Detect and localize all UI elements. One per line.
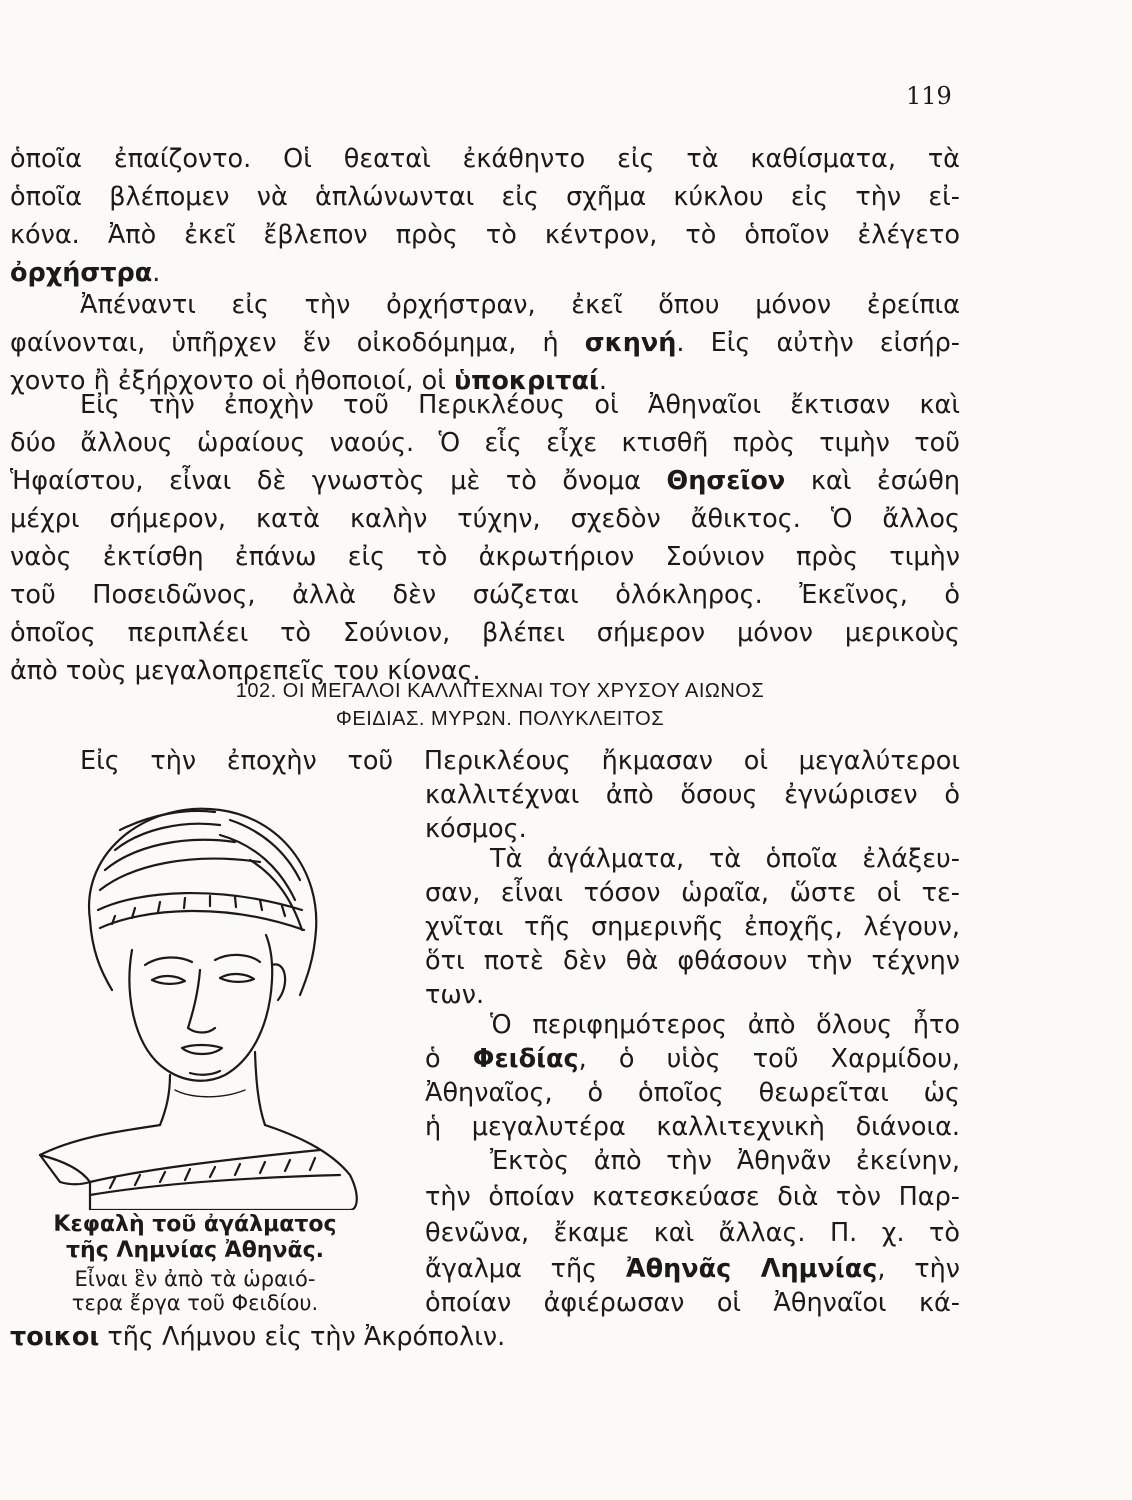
text-segment: χοντο ἢ ἐξήρχοντο οἱ ἠθοποιοί, οἱ	[10, 366, 446, 396]
text-line: καλλιτέχναι ἀπὸ ὅσους ἐγνώρισεν ὁ	[425, 780, 960, 810]
text-line: ἡ μεγαλυτέρα καλλιτεχνικὴ διάνοια.	[425, 1112, 960, 1142]
text-line: ἀπὸ τοὺς μεγαλοπρεπεῖς του κίονας.	[10, 656, 481, 686]
text-line	[425, 1040, 960, 1078]
text-line: δύο ἄλλους ὡραίους ναούς. Ὁ εἷς εἶχε κτισθῆ πρὸς τιμὴν τοῦ	[10, 428, 960, 458]
figure-caption-title: τῆς Λημνίας Ἀθηνᾶς.	[66, 1238, 324, 1263]
text-line: θενῶνα, ἔκαμε καὶ ἄλλας. Π. χ. τὸ	[425, 1218, 960, 1248]
text-line: σαν, εἶναι τόσον ὡραῖα, ὥστε οἱ τε-	[425, 878, 960, 908]
text-segment: τοικοι	[10, 1322, 100, 1352]
figure-caption-title: Κεφαλὴ τοῦ ἀγάλματος	[53, 1212, 337, 1237]
athena-lemnia-bust-icon	[20, 790, 380, 1210]
text-segment: Ἡφαίστου, εἶναι δὲ γνωστὸς μὲ τὸ ὄνομα	[10, 466, 641, 496]
text-segment: φαίνονται, ὑπῆρχεν ἕν οἰκοδόμημα, ἡ	[10, 328, 559, 358]
text-line: χνῖται τῆς σημερινῆς ἐποχῆς, λέγουν,	[425, 912, 960, 942]
punct: .	[152, 258, 161, 288]
text-segment: . Εἰς αὐτὴν εἰσήρ-	[676, 328, 960, 358]
text-segment: καὶ ἐσώθη	[810, 466, 961, 496]
figure-caption-text: τερα ἔργα τοῦ Φειδίου.	[71, 1291, 319, 1315]
term-theseion: Θησεῖον	[666, 466, 786, 496]
text-line: ὁποῖα ἐπαίζοντο. Οἱ θεαταὶ ἐκάθηντο εἰς τὰ καθίσματα, τὰ	[10, 144, 960, 174]
text-segment: τῆς Λήμνου εἰς τὴν Ἀκρόπολιν.	[107, 1322, 506, 1352]
figure-caption-text: Εἶναι ἓν ἀπὸ τὰ ὡραιό-	[74, 1267, 316, 1291]
text-line: Τὰ ἀγάλματα, τὰ ὁποῖα ἐλάξευ-	[490, 844, 960, 874]
text-line: μέχρι σήμερον, κατὰ καλὴν τύχην, σχεδὸν ἄθικτος. Ὁ ἄλλος	[10, 504, 960, 534]
section-heading: 102. ΟΙ ΜΕΓΑΛΟΙ ΚΑΛΛΙΤΕΧΝΑΙ ΤΟΥ ΧΡΥΣΟΥ ΑΙΩΝΟΣ	[235, 680, 765, 702]
text-line: ναὸς ἐκτίσθη ἐπάνω εἰς τὸ ἀκρωτήριον Σούνιον πρὸς τιμὴν	[10, 542, 960, 572]
text-line	[10, 324, 960, 362]
text-line: Εἰς τὴν ἐποχὴν τοῦ Περικλέους ἤκμασαν οἱ μεγαλύτεροι	[80, 746, 960, 776]
text-line	[10, 1318, 960, 1356]
text-line	[425, 1250, 960, 1288]
text-line: κόσμος.	[425, 814, 527, 844]
section-subheading: ΦΕΙΔΙΑΣ. ΜΥΡΩΝ. ΠΟΛΥΚΛΕΙΤΟΣ	[335, 708, 665, 730]
term-orchestra: ὀρχήστρα	[10, 258, 153, 288]
text-line: Ἀπέναντι εἰς τὴν ὀρχήστραν, ἐκεῖ ὅπου μόνον ἐρείπια	[80, 290, 960, 320]
term-pheidias: Φειδίας	[472, 1044, 579, 1074]
text-line: ὅτι ποτὲ δὲν θὰ φθάσουν τὴν τέχνην	[425, 946, 960, 976]
text-line: Εἰς τὴν ἐποχὴν τοῦ Περικλέους οἱ Ἀθηναῖοι ἔκτισαν καὶ	[80, 390, 960, 420]
text-line: ὁποῖα βλέπομεν νὰ ἁπλώνωνται εἰς σχῆμα κύκλου εἰς τὴν εἰ-	[10, 182, 960, 212]
term-skene: σκηνή	[584, 328, 677, 358]
text-line: των.	[425, 980, 485, 1010]
text-segment: .	[598, 366, 608, 396]
text-line: Ὁ περιφημότερος ἀπὸ ὅλους ἦτο	[490, 1010, 960, 1040]
text-segment: ὁ	[425, 1044, 441, 1074]
text-line: Ἀθηναῖος, ὁ ὁποῖος θεωρεῖται ὡς	[425, 1078, 960, 1108]
text-line: ὁποίαν ἀφιέρωσαν οἱ Ἀθηναῖοι κά-	[425, 1288, 960, 1318]
text-segment: ἄγαλμα τῆς	[425, 1254, 598, 1284]
text-line	[10, 462, 960, 500]
text-segment: , ὁ υἱὸς τοῦ Χαρμίδου,	[578, 1044, 961, 1074]
text-segment: , τὴν	[877, 1254, 960, 1284]
text-line: τοῦ Ποσειδῶνος, ἀλλὰ δὲν σώζεται ὁλόκληρος. Ἐκεῖνος, ὁ	[10, 580, 960, 610]
text-line: Ἐκτὸς ἀπὸ τὴν Ἀθηνᾶν ἐκείνην,	[490, 1146, 960, 1176]
term-athena-lemnia: Ἀθηνᾶς Λημνίας	[625, 1254, 878, 1284]
text-line: τὴν ὁποίαν κατεσκεύασε διὰ τὸν Παρ-	[425, 1182, 960, 1212]
text-line: ὁποῖος περιπλέει τὸ Σούνιον, βλέπει σήμερον μόνον μερικοὺς	[10, 618, 960, 648]
text-line: κόνα. Ἀπὸ ἐκεῖ ἔβλεπον πρὸς τὸ κέντρον, τὸ ὁποῖον ἐλέγετο	[10, 220, 960, 250]
page-number: 119	[906, 82, 952, 110]
term-hypokritai: ὑποκριταί	[453, 366, 599, 396]
